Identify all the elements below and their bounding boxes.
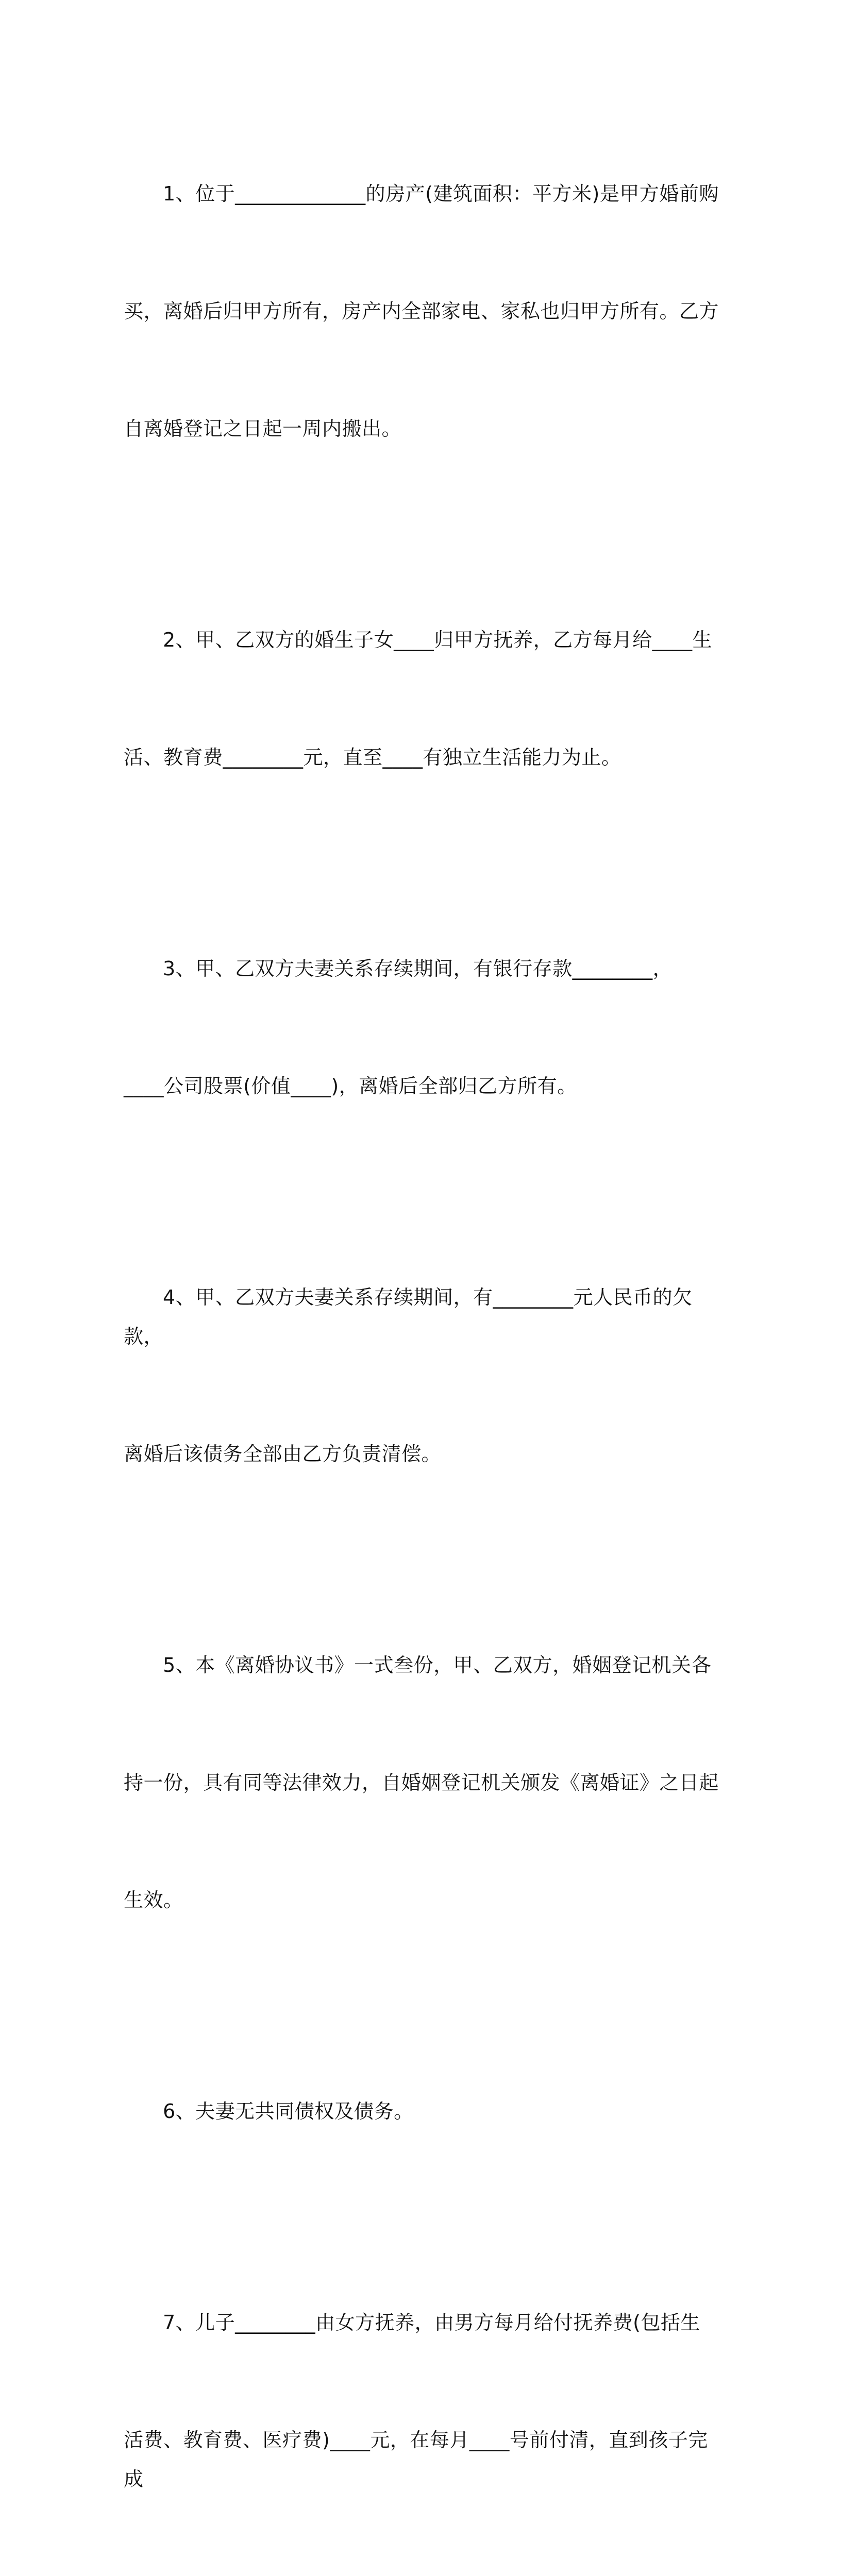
clause-6 xyxy=(124,2013,721,2209)
clause-line: 6、夫妻无共同债权及债务。 xyxy=(163,2100,414,2123)
clause-4 xyxy=(124,1199,721,1552)
clause-line: 持一份，具有同等法律效力，自婚姻登记机关颁发《离婚证》之日起 xyxy=(124,1771,719,1794)
clause-3 xyxy=(124,871,721,1184)
clause-line: 5、本《离婚协议书》一式叁份，甲、乙双方，婚姻登记机关各 xyxy=(163,1654,712,1676)
clause-5 xyxy=(124,1567,721,1998)
clause-2 xyxy=(124,542,721,855)
clause-line: 活费、教育费、医疗费)____元，在每月____号前付清，直到孩子完成 xyxy=(124,2429,708,2490)
clause-line: 4、甲、乙双方夫妻关系存续期间，有________元人民币的欠款， xyxy=(124,1286,693,1348)
clause-line: 活、教育费________元，直至____有独立生活能力为止。 xyxy=(124,746,621,769)
clause-line: 7、儿子________由女方抚养，由男方每月给付抚养费(包括生 xyxy=(163,2311,701,2334)
clause-1 xyxy=(124,96,721,527)
clause-line: 买，离婚后归甲方所有，房产内全部家电、家私也归甲方所有。乙方 xyxy=(124,300,719,323)
clause-7 xyxy=(124,2225,721,2576)
clause-line: ____公司股票(价值____)，离婚后全部归乙方所有。 xyxy=(124,1075,577,1097)
clause-line: 1、位于_____________的房产(建筑面积：平方米)是甲方婚前购 xyxy=(163,182,719,205)
clause-line: 2、甲、乙双方的婚生子女____归甲方抚养，乙方每月给____生 xyxy=(163,629,713,651)
clause-line: 3、甲、乙双方夫妻关系存续期间，有银行存款________， xyxy=(163,957,673,980)
clause-line: 生效。 xyxy=(124,1889,183,1911)
agreement-body xyxy=(124,96,721,2576)
clause-line: 自离婚登记之日起一周内搬出。 xyxy=(124,417,402,440)
clause-line: 离婚后该债务全部由乙方负责清偿。 xyxy=(124,1443,442,1465)
